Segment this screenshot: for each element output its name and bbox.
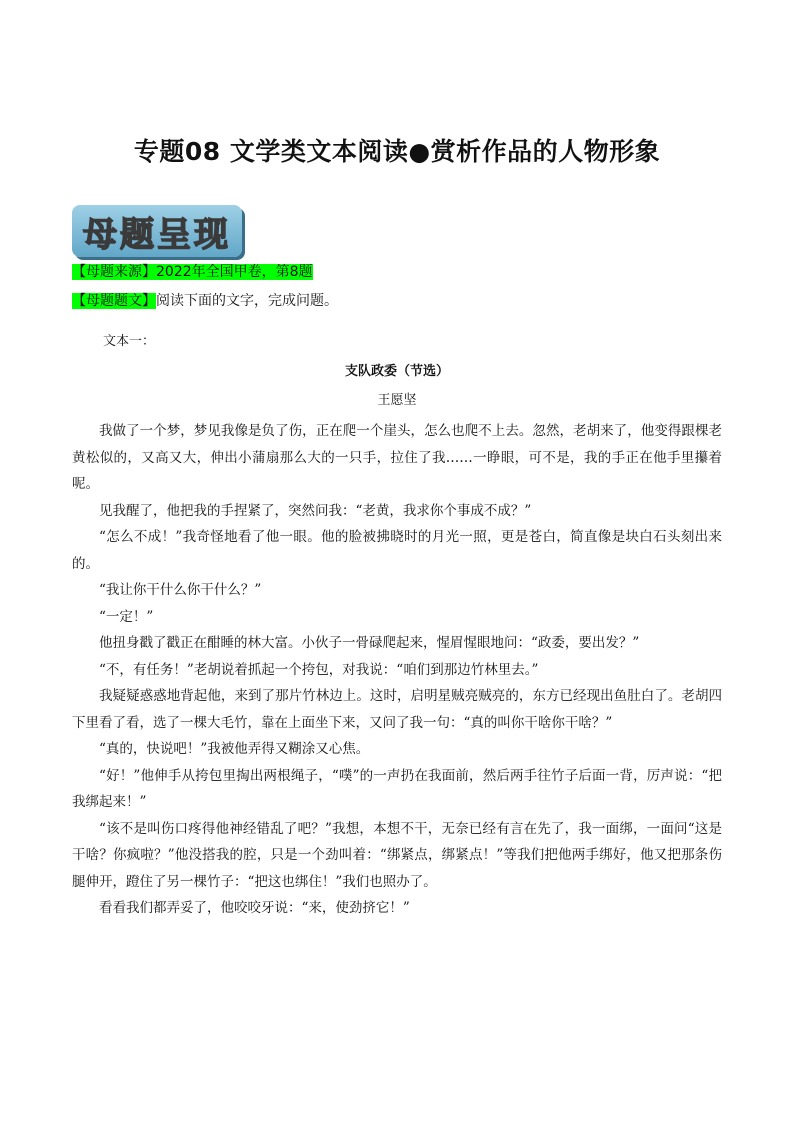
paragraph: 我疑疑惑惑地背起他，来到了那片竹林边上。这时，启明星贼亮贼亮的，东方已经现出鱼肚白了。老胡四下里看了看，选了一棵大毛竹，靠在上面坐下来，又问了我一句：“真的叫你干啥你干啥？” <box>72 688 722 731</box>
paragraph: 见我醒了，他把我的手捏紧了，突然问我：“老黄，我求你个事成不成？” <box>99 502 532 519</box>
paragraph: “怎么不成！”我奇怪地看了他一眼。他的脸被拂晓时的月光一照，更是苍白，简直像是块白石头刻出来的。 <box>72 529 722 572</box>
article-body <box>72 418 722 922</box>
page-title: 专题08 文学类文本阅读●赏析作品的人物形象 <box>133 137 661 166</box>
article-title: 支队政委（节选） <box>344 364 449 379</box>
source-label: 【母题来源】 <box>72 264 156 280</box>
article-author: 王愿坚 <box>377 393 417 408</box>
paragraph: “好！”他伸手从挎包里掏出两根绳子，“噗”的一声扔在我面前，然后两手往竹子后面一背，厉声说：“把我绑起来！” <box>72 767 722 810</box>
source-value: 2022年全国甲卷，第8题 <box>156 264 313 280</box>
question-value: 阅读下面的文字，完成问题。 <box>156 293 338 309</box>
paragraph: 看看我们都弄妥了，他咬咬牙说：“来，使劲挤它！” <box>99 900 410 916</box>
question-line <box>72 292 338 310</box>
paragraph: “不，有任务！”老胡说着抓起一个挎包，对我说：“咱们到那边竹林里去。” <box>99 661 539 678</box>
logo-text: 母题呈现 <box>83 214 231 255</box>
paragraph: “该不是叫伤口疼得他神经错乱了吧？”我想，本想不干，无奈已经有言在先了，我一面绑，一面问“这是干啥？你疯啦？”他没搭我的腔，只是一个劲叫着：“绑紧点，绑紧点！”等我们把他两手绑好，他又把那条伤腿伸开，蹬住了另一棵竹子：“把这也绑住！”我们也照办了。 <box>72 820 722 890</box>
text-one-label: 文本一： <box>103 334 156 349</box>
source-line <box>72 263 313 281</box>
paragraph: “一定！” <box>99 608 154 625</box>
paragraph: “真的，快说吧！”我被他弄得又糊涂又心焦。 <box>99 741 370 757</box>
logo-badge <box>72 205 242 257</box>
question-label: 【母题题文】 <box>72 293 156 309</box>
paragraph: 他扭身戳了戳正在酣睡的林大富。小伙子一骨碌爬起来，惺眉惺眼地问：“政委，要出发？” <box>99 635 640 651</box>
paragraph: “我让你干什么你干什么？” <box>99 582 262 598</box>
paragraph: 我做了一个梦，梦见我像是负了伤，正在爬一个崖头，怎么也爬不上去。忽然，老胡来了，他变得跟棵老黄松似的，又高又大，伸出小蒲扇那么大的一只手，拉住了我……一睁眼，可不是，我的手正在他手里攥着呢。 <box>72 423 722 492</box>
